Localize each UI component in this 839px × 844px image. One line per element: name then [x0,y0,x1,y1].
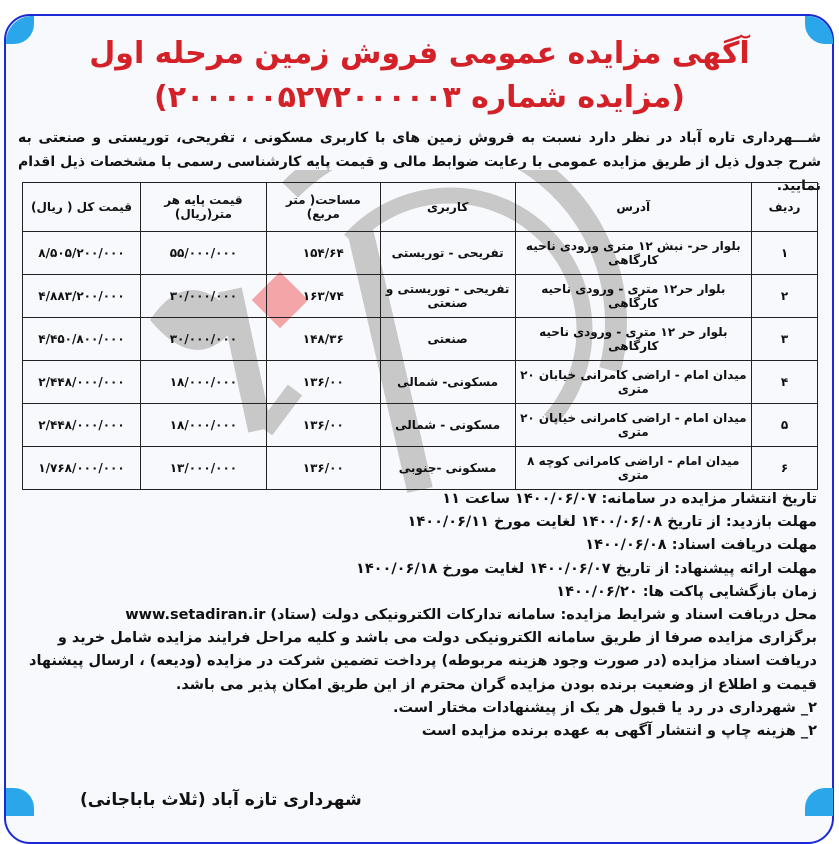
detail-line: تاریخ انتشار مزایده در سامانه: ۱۴۰۰/۰۶/۰۷ ساعت ۱۱ [442,491,817,507]
auction-number: (مزایده شماره ۲۰۰۰۰۰۵۲۷۲۰۰۰۰۰۳) [154,80,685,115]
table-cell: ۱۶۳/۷۴ [266,275,380,318]
table-cell: میدان امام - اراضی کامرانی خیابان ۲۰ متری [515,404,752,447]
signature: شهرداری تازه آباد (ثلاث باباجانی) [80,790,362,810]
table-cell: بلوار حر۱۲ متری - ورودی ناحیه کارگاهی [515,275,752,318]
table-cell: ۱۵۴/۶۴ [266,232,380,275]
col-header: کاربری [380,183,515,232]
detail-line: ۲_ هزینه چاپ و انتشار آگهی به عهده برنده مزایده است [421,723,817,740]
table-row [23,275,818,318]
table-cell: ۶ [752,447,818,490]
col-header: مساحت( متر مربع) [266,183,380,232]
table-cell: ۲/۴۴۸/۰۰۰/۰۰۰ [23,404,141,447]
table-cell: ۲ [752,275,818,318]
table-cell: میدان امام - اراضی کامرانی خیابان ۲۰ متری [515,361,752,404]
table-cell: ۴/۴۵۰/۸۰۰/۰۰۰ [23,318,141,361]
table-cell: ۱۳۶/۰۰ [266,447,380,490]
table-cell: ۳ [752,318,818,361]
table-cell: ۱۳۶/۰۰ [266,361,380,404]
table-row [23,232,818,275]
table-cell: ۸/۵۰۵/۲۰۰/۰۰۰ [23,232,141,275]
table-cell: مسکونی -جنوبی [380,447,515,490]
table-cell: ۳۰/۰۰۰/۰۰۰ [140,318,266,361]
table-row [23,318,818,361]
table-cell: ۵ [752,404,818,447]
table-cell: ۱ [752,232,818,275]
table-cell: ۴ [752,361,818,404]
col-header: قیمت کل ( ریال) [23,183,141,232]
table-cell: ۱/۷۶۸/۰۰۰/۰۰۰ [23,447,141,490]
table-cell: ۱۴۸/۳۶ [266,318,380,361]
table-cell: تفریحی - توریستی و صنعتی [380,275,515,318]
detail-line: زمان بازگشایی پاکت ها: ۱۴۰۰/۰۶/۲۰ [556,583,817,600]
detail-line: ۲_ شهرداری در رد یا قبول هر یک از پیشنهادات مختار است. [392,699,817,716]
detail-line: مهلت ارائه پیشنهاد: از تاریخ ۱۴۰۰/۰۶/۰۷ لغایت مورخ ۱۴۰۰/۰۶/۱۸ [355,560,817,577]
land-table [22,182,818,490]
table-cell: بلوار حر- نبش ۱۲ متری ورودی ناحیه کارگاهی [515,232,752,275]
detail-line: برگزاری مزایده صرفا از طریق سامانه الکترونیکی دولت می باشد و کلیه مراحل فرایند مزایده شامل خرید و دریافت اسناد مزایده (در صورت وجود هزینه مربوطه) پرداخت تضمین شرکت در مزایده (ودیعه) ، ارسال پیشنهاد قیمت و اطلاع از وضعیت برنده بودن مزایده گران محترم از این طریق امکان پذیر می باشد. [29,630,817,693]
detail-line: مهلت دریافت اسناد: ۱۴۰۰/۰۶/۰۸ [585,537,817,554]
table-row [23,447,818,490]
ad-title: آگهی مزایده عمومی فروش زمین مرحله اول [89,36,750,71]
col-header: ردیف [752,183,818,232]
col-header: قیمت پایه هر متر(ریال) [140,183,266,232]
auction-details [14,488,817,743]
table-cell: مسکونی - شمالی [380,404,515,447]
table-cell: ۲/۴۴۸/۰۰۰/۰۰۰ [23,361,141,404]
detail-line: محل دریافت اسناد و شرایط مزایده: سامانه تدارکات الکترونیکی دولت (ستاد) www.setadiran.ir [125,607,817,624]
table-cell: ۱۳/۰۰۰/۰۰۰ [140,447,266,490]
table-cell: ۵۵/۰۰۰/۰۰۰ [140,232,266,275]
table-row [23,361,818,404]
table-header-row [23,183,818,232]
intro-paragraph: شـــهرداری تاره آباد در نظر دارد نسبت به فروش زمین های با کاربری مسکونی ، تفریحی، توریستی و صنعتی به شرح جدول ذیل از طریق مزایده عمومی با رعایت ضوابط مالی و قیمت پایه کارشناسی رسمی با مشخصات ذیل اقدام نمایید. [18,130,821,194]
table-cell: تفریحی - توریستی [380,232,515,275]
table-cell: ۱۸/۰۰۰/۰۰۰ [140,361,266,404]
col-header: آدرس [515,183,752,232]
table-cell: ۱۸/۰۰۰/۰۰۰ [140,404,266,447]
table-cell: ۳۰/۰۰۰/۰۰۰ [140,275,266,318]
table-row [23,404,818,447]
table-cell: ۱۳۶/۰۰ [266,404,380,447]
table-cell: مسکونی- شمالی [380,361,515,404]
table-cell: بلوار حر ۱۲ متری - ورودی ناحیه کارگاهی [515,318,752,361]
table-cell: صنعتی [380,318,515,361]
table-cell: میدان امام - اراضی کامرانی کوچه ۸ متری [515,447,752,490]
detail-line: مهلت بازدید: از تاریخ ۱۴۰۰/۰۶/۰۸ لغایت مورخ ۱۴۰۰/۰۶/۱۱ [407,514,817,531]
table-cell: ۴/۸۸۳/۲۰۰/۰۰۰ [23,275,141,318]
